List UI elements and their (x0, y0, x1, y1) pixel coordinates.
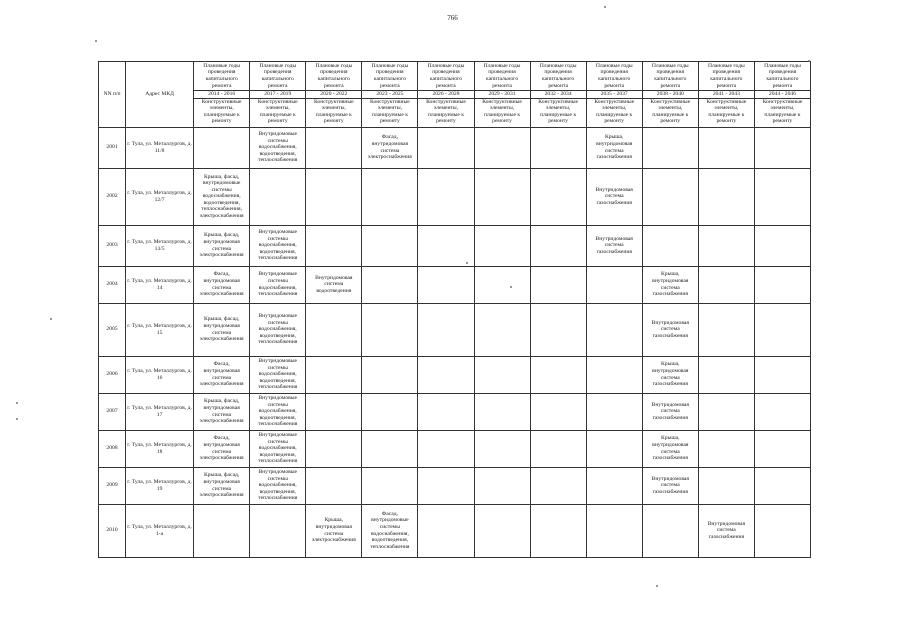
scan-speck (16, 402, 18, 404)
repair-elements-cell (754, 168, 810, 225)
repair-elements-cell (194, 504, 250, 557)
period-header: Плановые годы проведения капитального ремонта (754, 62, 810, 91)
repair-elements-cell: Внутридомовые системы водоснабжения, водоотведения, теплоснабжения (250, 356, 306, 393)
repair-elements-cell (586, 504, 642, 557)
elements-header: Конструктивные элементы, планируемые к ремонту (250, 98, 306, 127)
repair-elements-cell (698, 225, 754, 266)
repair-elements-cell (586, 430, 642, 467)
repair-elements-cell (250, 168, 306, 225)
period-range: 2038 - 2040 (642, 91, 698, 99)
repair-elements-cell (698, 303, 754, 356)
row-number: 2004 (99, 266, 126, 303)
repair-elements-cell: Внутридомовые системы водоснабжения, водоотведения, теплоснабжения (250, 393, 306, 430)
repair-elements-cell: Крыша, фасад, внутридомовая система электроснабжения (194, 467, 250, 504)
repair-elements-cell (362, 430, 418, 467)
repair-elements-cell (362, 356, 418, 393)
repair-elements-cell (418, 393, 474, 430)
repair-elements-cell (530, 266, 586, 303)
repair-elements-cell (306, 467, 362, 504)
repair-elements-cell (698, 168, 754, 225)
row-address: г. Тула, ул. Металлургов, д. 12/7 (126, 168, 194, 225)
row-number: 2010 (99, 504, 126, 557)
row-number: 2007 (99, 393, 126, 430)
table-row (99, 504, 811, 557)
row-number: 2001 (99, 127, 126, 168)
repair-elements-cell (418, 504, 474, 557)
elements-header: Конструктивные элементы, планируемые к ремонту (586, 98, 642, 127)
repair-elements-cell (306, 430, 362, 467)
repair-elements-cell (586, 356, 642, 393)
row-address: г. Тула, ул. Металлургов, д. 19 (126, 467, 194, 504)
row-address: г. Тула, ул. Металлургов, д. 1-а (126, 504, 194, 557)
row-number: 2005 (99, 303, 126, 356)
elements-header: Конструктивные элементы, планируемые к ремонту (642, 98, 698, 127)
period-range: 2020 - 2022 (306, 91, 362, 99)
row-number: 2009 (99, 467, 126, 504)
repair-elements-cell (530, 356, 586, 393)
repair-elements-cell: Фасад, внутридомовая система электроснабжения (194, 266, 250, 303)
repair-elements-cell (530, 430, 586, 467)
repair-elements-cell (306, 303, 362, 356)
repair-elements-cell (362, 168, 418, 225)
repair-elements-cell (474, 467, 530, 504)
repair-elements-cell (418, 356, 474, 393)
table-row (99, 225, 811, 266)
repair-elements-cell (418, 467, 474, 504)
repair-elements-cell: Внутридомовые системы водоснабжения, водоотведения, теплоснабжения (250, 430, 306, 467)
period-range: 2017 - 2019 (250, 91, 306, 99)
repair-elements-cell: Внутридомовые системы водоснабжения, водоотведения, теплоснабжения (250, 467, 306, 504)
column-header-address: Адрес МКД (126, 62, 194, 128)
repair-elements-cell: Фасад, внутридомовая система электроснабжения (194, 430, 250, 467)
repair-elements-cell (642, 225, 698, 266)
repair-elements-cell (642, 504, 698, 557)
period-range: 2026 - 2028 (418, 91, 474, 99)
repair-elements-cell (754, 303, 810, 356)
row-address: г. Тула, ул. Металлургов, д. 14 (126, 266, 194, 303)
repair-elements-cell (306, 393, 362, 430)
period-range: 2035 - 2037 (586, 91, 642, 99)
repair-elements-cell: Внутридомовая система газоснабжения (586, 225, 642, 266)
repair-elements-cell (474, 127, 530, 168)
elements-header: Конструктивные элементы, планируемые к ремонту (194, 98, 250, 127)
repair-elements-cell (642, 168, 698, 225)
row-number: 2002 (99, 168, 126, 225)
period-range: 2014 - 2016 (194, 91, 250, 99)
scan-speck (510, 286, 512, 288)
table-row (99, 467, 811, 504)
elements-header: Конструктивные элементы, планируемые к ремонту (754, 98, 810, 127)
row-address: г. Тула, ул. Металлургов, д. 18 (126, 430, 194, 467)
repair-elements-cell: Крыша, фасад, внутридомовая система электроснабжения (194, 393, 250, 430)
period-header: Плановые годы проведения капитального ремонта (474, 62, 530, 91)
scan-speck (656, 585, 658, 587)
row-address: г. Тула, ул. Металлургов, д. 16 (126, 356, 194, 393)
repair-elements-cell: Крыша, фасад, внутридомовая система электроснабжения (194, 303, 250, 356)
repair-elements-cell (306, 356, 362, 393)
scan-speck (16, 418, 18, 420)
repair-elements-cell (362, 303, 418, 356)
period-header: Плановые годы проведения капитального ремонта (306, 62, 362, 91)
repair-elements-cell (586, 393, 642, 430)
period-range: 2032 - 2034 (530, 91, 586, 99)
row-address: г. Тула, ул. Металлургов, д. 11/8 (126, 127, 194, 168)
repair-elements-cell (474, 356, 530, 393)
period-header: Плановые годы проведения капитального ремонта (586, 62, 642, 91)
repair-elements-cell: Внутридомовая система газоснабжения (698, 504, 754, 557)
repair-elements-cell: Крыша, внутридомовая система газоснабжения (642, 430, 698, 467)
row-number: 2008 (99, 430, 126, 467)
scan-speck (466, 262, 468, 264)
repair-elements-cell (530, 393, 586, 430)
elements-header: Конструктивные элементы, планируемые к ремонту (698, 98, 754, 127)
repair-elements-cell (530, 127, 586, 168)
repair-elements-cell (474, 393, 530, 430)
repair-elements-cell: Фасад, внутридомовая система электроснабжения (362, 127, 418, 168)
period-header: Плановые годы проведения капитального ремонта (418, 62, 474, 91)
repair-elements-cell (698, 430, 754, 467)
period-header: Плановые годы проведения капитального ремонта (642, 62, 698, 91)
repair-elements-cell (698, 127, 754, 168)
repair-elements-cell: Внутридомовая система газоснабжения (586, 168, 642, 225)
repair-elements-cell (362, 266, 418, 303)
repair-elements-cell (418, 127, 474, 168)
repair-elements-cell: Фасад, внутридомовые системы водоснабжения, водоотведения, теплоснабжения (362, 504, 418, 557)
repair-elements-cell: Фасад, внутридомовая система электроснабжения (194, 356, 250, 393)
scan-speck (50, 318, 52, 320)
elements-header: Конструктивные элементы, планируемые к ремонту (306, 98, 362, 127)
repair-elements-cell (306, 168, 362, 225)
period-header: Плановые годы проведения капитального ремонта (250, 62, 306, 91)
elements-header: Конструктивные элементы, планируемые к ремонту (418, 98, 474, 127)
repair-elements-cell (418, 168, 474, 225)
repair-elements-cell (306, 225, 362, 266)
repair-elements-cell (530, 303, 586, 356)
period-header: Плановые годы проведения капитального ремонта (530, 62, 586, 91)
repair-elements-cell (754, 504, 810, 557)
repair-elements-cell: Крыша, фасад, внутридомовая система электроснабжения (194, 225, 250, 266)
repair-elements-cell (474, 504, 530, 557)
repair-elements-cell (530, 225, 586, 266)
page-number: 766 (447, 14, 458, 22)
repair-elements-cell (754, 127, 810, 168)
repair-elements-cell (530, 504, 586, 557)
repair-elements-cell (362, 393, 418, 430)
repair-elements-cell (474, 225, 530, 266)
repair-elements-cell (698, 266, 754, 303)
repair-elements-cell: Крыша, внутридомовая система электроснабжения (306, 504, 362, 557)
repair-elements-cell (306, 127, 362, 168)
period-header: Плановые годы проведения капитального ремонта (194, 62, 250, 91)
period-header: Плановые годы проведения капитального ремонта (698, 62, 754, 91)
table-row (99, 356, 811, 393)
repair-elements-cell: Внутридомовая система газоснабжения (642, 303, 698, 356)
repair-elements-cell (250, 504, 306, 557)
repair-elements-cell (586, 467, 642, 504)
period-range: 2023 - 2025 (362, 91, 418, 99)
repair-elements-cell (474, 168, 530, 225)
row-number: 2003 (99, 225, 126, 266)
repair-elements-cell (362, 225, 418, 266)
repair-elements-cell (418, 430, 474, 467)
row-address: г. Тула, ул. Металлургов, д. 17 (126, 393, 194, 430)
scan-speck (808, 60, 810, 62)
row-address: г. Тула, ул. Металлургов, д. 15 (126, 303, 194, 356)
table-row (99, 168, 811, 225)
table-row (99, 303, 811, 356)
repair-elements-cell: Внутридомовые системы водоснабжения, водоотведения, теплоснабжения (250, 127, 306, 168)
repair-elements-cell (754, 467, 810, 504)
elements-header: Конструктивные элементы, планируемые к ремонту (362, 98, 418, 127)
repair-elements-cell (418, 303, 474, 356)
table-row (99, 430, 811, 467)
repair-elements-cell (754, 266, 810, 303)
period-range: 2029 - 2031 (474, 91, 530, 99)
repair-elements-cell (530, 467, 586, 504)
repair-elements-cell (418, 266, 474, 303)
scan-speck (604, 6, 606, 8)
repair-elements-cell (754, 356, 810, 393)
period-range: 2044 - 2046 (754, 91, 810, 99)
repair-elements-cell (698, 467, 754, 504)
elements-header: Конструктивные элементы, планируемые к ремонту (530, 98, 586, 127)
period-range: 2041 - 2043 (698, 91, 754, 99)
repair-elements-cell: Внутридомовые системы водоснабжения, теплоснабжения (250, 266, 306, 303)
repair-elements-cell (642, 127, 698, 168)
repair-elements-cell: Крыша, внутридомовая система газоснабжения (586, 127, 642, 168)
row-number: 2006 (99, 356, 126, 393)
table-row (99, 266, 811, 303)
repair-elements-cell (586, 303, 642, 356)
table-row (99, 393, 811, 430)
elements-header: Конструктивные элементы, планируемые к ремонту (474, 98, 530, 127)
repair-elements-cell (194, 127, 250, 168)
row-address: г. Тула, ул. Металлургов, д. 13/5 (126, 225, 194, 266)
column-header-number: NN п/п (99, 62, 126, 128)
repair-elements-cell (474, 430, 530, 467)
repair-plan-table (98, 61, 811, 558)
period-header: Плановые годы проведения капитального ремонта (362, 62, 418, 91)
repair-elements-cell (754, 430, 810, 467)
repair-elements-cell: Внутридомовая система газоснабжения (642, 467, 698, 504)
repair-elements-cell: Внутридомовые системы водоснабжения, водоотведения, теплоснабжения (250, 225, 306, 266)
repair-elements-cell: Внутридомовые системы водоснабжения, водоотведения, теплоснабжения (250, 303, 306, 356)
scan-speck (95, 40, 97, 42)
repair-elements-cell (362, 467, 418, 504)
repair-elements-cell (530, 168, 586, 225)
repair-elements-cell (586, 266, 642, 303)
repair-elements-cell: Крыша, фасад, внутридомовые системы водоснабжения, водоотведения, теплоснабжения, электроснабжения (194, 168, 250, 225)
repair-elements-cell (754, 393, 810, 430)
repair-elements-cell (474, 266, 530, 303)
repair-elements-cell (418, 225, 474, 266)
repair-elements-cell: Внутридомовая система водоотведения (306, 266, 362, 303)
repair-elements-cell: Крыша, внутридомовая система газоснабжения (642, 266, 698, 303)
repair-elements-cell (754, 225, 810, 266)
repair-elements-cell: Внутридомовая система газоснабжения (642, 393, 698, 430)
repair-elements-cell (698, 393, 754, 430)
repair-elements-cell: Крыша, внутридомовая система газоснабжения (642, 356, 698, 393)
repair-elements-cell (698, 356, 754, 393)
repair-elements-cell (474, 303, 530, 356)
table-row (99, 127, 811, 168)
